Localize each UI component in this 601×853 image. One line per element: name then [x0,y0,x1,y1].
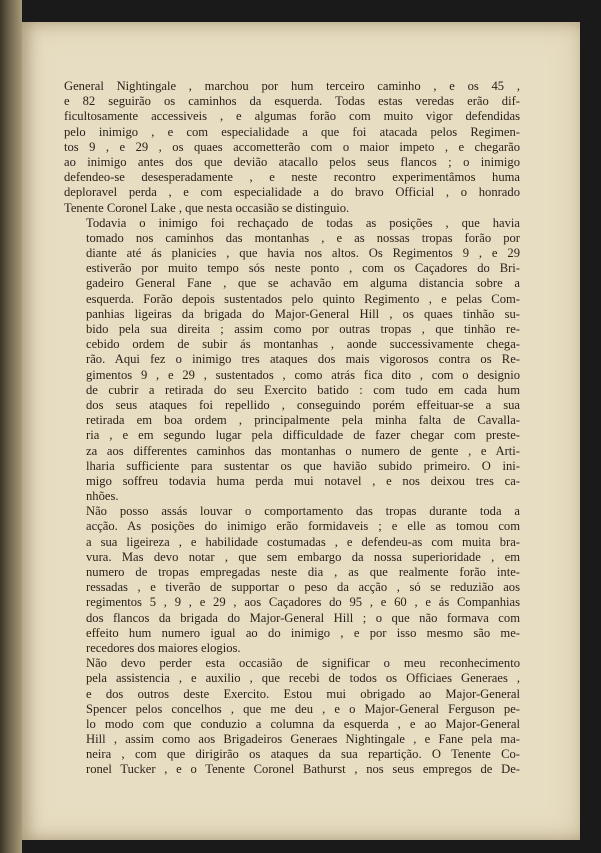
text-line: Não devo perder esta occasião de significar o meu reconhecimento [86,656,520,671]
text-line: retirada em boa ordem , principalmente pela minha falta de Cavalla- [86,413,520,428]
text-line: tomado nos caminhos das montanhas , e as nossas tropas forão por [86,230,520,245]
text-line: bido pela sua direita ; assim como por outras tropas , que tinhão re- [86,322,520,336]
text-line: pelo inimigo , e com especialidade a que foi atacada pelos Regimen- [64,124,520,139]
text-line: regimentos 5 , 9 , e 29 , aos Caçadores do 95 , e 60 , e ás Companhias [86,595,520,610]
text-line: Hill , assim como aos Brigadeiros Generaes Nightingale , e Fane pela ma- [86,732,520,747]
text-line: cebido ordem de subir ás montanhas , aonde successivamente chega- [86,337,520,352]
text-line: ronel Tucker , e o Tenente Coronel Bathurst , nos seus empregos de De- [86,762,520,777]
text-line: ria , e em segundo lugar pela difficuldade de fazer chegar com preste- [86,428,520,443]
text-line: panhias ligeiras da brigada do Major-General Hill , os quaes tinhão su- [86,306,520,321]
text-line: rão. Aqui fez o inimigo tres ataques dos mais vigorosos contra os Re- [86,352,520,367]
text-line: vura. Mas devo notar , que sem embargo da nossa superioridade , em [86,549,520,564]
text-line: neira , com que dirigirão os ataques da sua repartição. O Tenente Co- [86,747,520,762]
text-line: dos flancos da brigada do Major-General Hill ; o que não formava com [86,610,520,625]
text-line: Tenente Coronel Lake , que nesta occasião se distinguio. [64,200,350,215]
text-line: acção. As posições do inimigo erão formidaveis ; e elle as tomou com [86,519,520,534]
text-line: lo modo com que conduzio a columna da esquerda , e ao Major-General [86,716,520,731]
text-line: Spencer pelos concelhos , que me deu , e o Major-General Ferguson pe- [86,701,520,716]
page-text [64,79,520,778]
text-line: gimentos 9 , e 29 , sustentados , como atrás fica dito , com o designio [86,367,520,382]
text-line: nhões. [86,489,119,504]
book-gutter [0,0,22,853]
text-line: Não posso assás louvar o comportamento das tropas durante toda a [86,504,520,519]
text-line: a sua ligeireza , e habilidade costumadas , e defendeu-as com muita bra- [86,534,520,549]
text-line: tos 9 , e 29 , os quaes accometterão com o maior impeto , e chegarão [64,139,520,154]
text-line: e 82 seguirão os caminhos da esquerda. Todas estas veredas erão dif- [64,94,520,109]
paragraph-2 [64,216,520,505]
text-line: za aos differentes caminhos das montanhas o numero de gente , e Arti- [86,443,520,458]
text-line: General Nightingale , marchou por hum terceiro caminho , e os 45 , [64,79,520,93]
text-line: gadeiro General Fane , que se achavão em alguma distancia sobre a [86,276,520,291]
paragraph-3 [64,504,520,656]
text-line: de cubrir a retirada do seu Exercito batido : com tudo em cada hum [86,382,520,397]
text-line: effeito hum numero igual ao do inimigo , e por isso mesmo são me- [86,625,520,640]
text-line: lharia sufficiente para sustentar os que havião subido primeiro. O ini- [86,458,520,473]
text-line: e dos outros deste Exercito. Estou mui obrigado ao Major-General [86,686,520,701]
text-line: recedores dos maiores elogios. [86,640,241,655]
text-line: deploravel perda , e com especialidade a do bravo Official , o honrado [64,185,520,200]
text-line: ressadas , e tiverão de supportar o peso da acção , só se reduzião aos [86,580,520,595]
text-line: numero de tropas empregadas neste dia , as que realmente forão inte- [86,565,520,579]
text-line: ficultosamente accessiveis , e algumas forão com muito vigor defendidas [64,109,520,124]
text-line: pela assistencia , e auxilio , que recebi de todos os Officiaes Generaes , [86,671,520,686]
text-line: ao inimigo antes dos que devião atacallo pelos seus flancos ; o inimigo [64,154,520,169]
text-line: diante até ás planicies , que havia nos altos. Os Regimentos 9 , e 29 [86,246,520,261]
text-line: Todavia o inimigo foi rechaçado de todas as posições , que havia [86,215,520,230]
text-line: esquerda. Forão depois sustentados pelo quinto Regimento , e pelas Com- [86,291,520,306]
paragraph-1 [64,79,520,216]
paragraph-4 [64,656,520,778]
text-line: dos seus ataques foi repellido , conseguindo porém effeituar-se a sua [86,397,520,412]
text-line: defendeo-se desesperadamente , e neste recontro experimentâmos huma [64,170,520,185]
text-line: migo soffreu todavia huma perda mui notavel , e nos deixou tres ca- [86,473,520,488]
text-line: estiverão por muito tempo sós neste ponto , com os Caçadores do Bri- [86,261,520,276]
